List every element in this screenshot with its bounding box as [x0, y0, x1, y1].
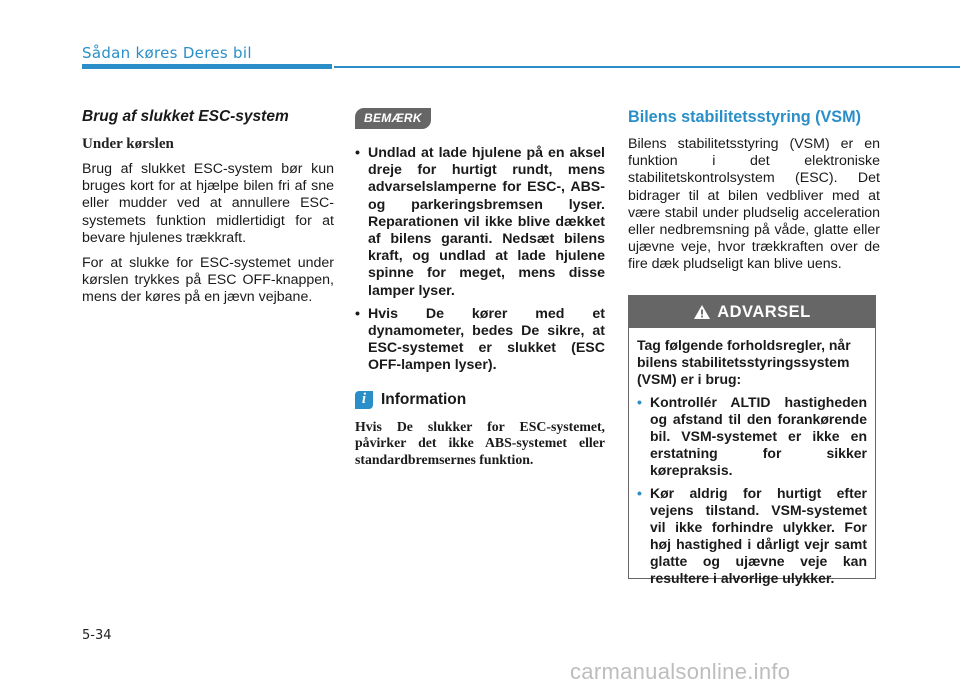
- info-icon: i: [355, 391, 373, 409]
- section-title-esc-off: Brug af slukket ESC-system: [82, 108, 289, 125]
- column-notes: [355, 108, 605, 468]
- warning-item: [637, 394, 867, 479]
- subsection-title-driving: Under kørslen: [82, 136, 174, 152]
- warning-item: [637, 485, 867, 587]
- warning-item-text: Kontrollér ALTID hastigheden og afstand til den forankørende bil. VSM-systemet er ikke en erstatning for sikker kørepraksis.: [650, 394, 867, 478]
- paragraph-esc-off-howto: For at slukke for ESC-systemet under kørslen trykkes på ESC OFF-knappen, mens der køres på en jævn vejbane.: [82, 255, 334, 306]
- chapter-title: Sådan køres Deres bil: [82, 44, 252, 62]
- note-item: [355, 306, 605, 375]
- header-accent-bar: [82, 64, 332, 69]
- header-rule: [334, 66, 960, 68]
- warning-list: [637, 394, 867, 587]
- bullet-icon: •: [637, 485, 642, 501]
- info-header: [355, 391, 605, 409]
- warning-header: [629, 296, 875, 328]
- note-item-text: Undlad at lade hjulene på en aksel dreje for hurtigt rundt, mens advarselslamperne for ESC-, ABS- og parkeringsbremsen lyser. Reparationen vil ikke blive dækket af bilens garanti. Nedsæt bilens kraft, og undlad at lade hjulene spinne for meget, mens disse lamper lyser.: [368, 145, 605, 299]
- paragraph-vsm: Bilens stabilitetsstyring (VSM) er en funktion i det elektroniske stabilitetskontrolsystem (ESC). Det bidrager til at bilen vedbliver med at være stabil under pludselig acceleration eller nedbremsning på våde, glatte eller ujævne veje, hvor trækkraften over de fire dæk pludseligt kan blive uens.: [628, 136, 880, 273]
- warning-triangle-icon: [693, 304, 711, 320]
- warning-box: [628, 295, 876, 586]
- note-item: [355, 145, 605, 300]
- bullet-icon: •: [637, 394, 642, 410]
- paragraph-esc-off-usage: Brug af slukket ESC-system bør kun bruges kort for at hjælpe bilen fri af sne eller mudder ved at annullere ESC-systemets funktion midlertidigt for at bevare hjulenes trækkraft.: [82, 161, 334, 246]
- info-text: Hvis De slukker for ESC-systemet, påvirker det ikke ABS-systemet eller standardbremsernes funktion.: [355, 418, 605, 467]
- info-title: Information: [381, 390, 467, 408]
- column-esc-off: [82, 108, 334, 315]
- bullet-icon: •: [355, 305, 360, 322]
- page-number: 5-34: [82, 628, 112, 643]
- column-vsm: [628, 108, 880, 282]
- note-item-text: Hvis De kører med et dynamometer, bedes De sikre, at ESC-systemet er slukket (ESC OFF-lampen lyser).: [368, 305, 605, 374]
- section-title-vsm: Bilens stabilitetsstyring (VSM): [628, 108, 861, 126]
- warning-body: [629, 328, 875, 587]
- bullet-icon: •: [355, 145, 360, 161]
- watermark: carmanualsonline.info: [570, 659, 791, 684]
- warning-title: ADVARSEL: [717, 302, 811, 321]
- note-list: [355, 145, 605, 375]
- warning-intro: Tag følgende forholdsregler, når bilens stabilitetsstyringssystem (VSM) er i brug:: [637, 337, 851, 387]
- note-badge: BEMÆRK: [355, 108, 431, 129]
- warning-item-text: Kør aldrig for hurtigt efter vejens tilstand. VSM-systemet vil ikke forhindre ulykker. For høj hastighed i dårligt vejr samt glatte og ujævne veje kan resultere i alvorlige ulykker.: [650, 485, 867, 586]
